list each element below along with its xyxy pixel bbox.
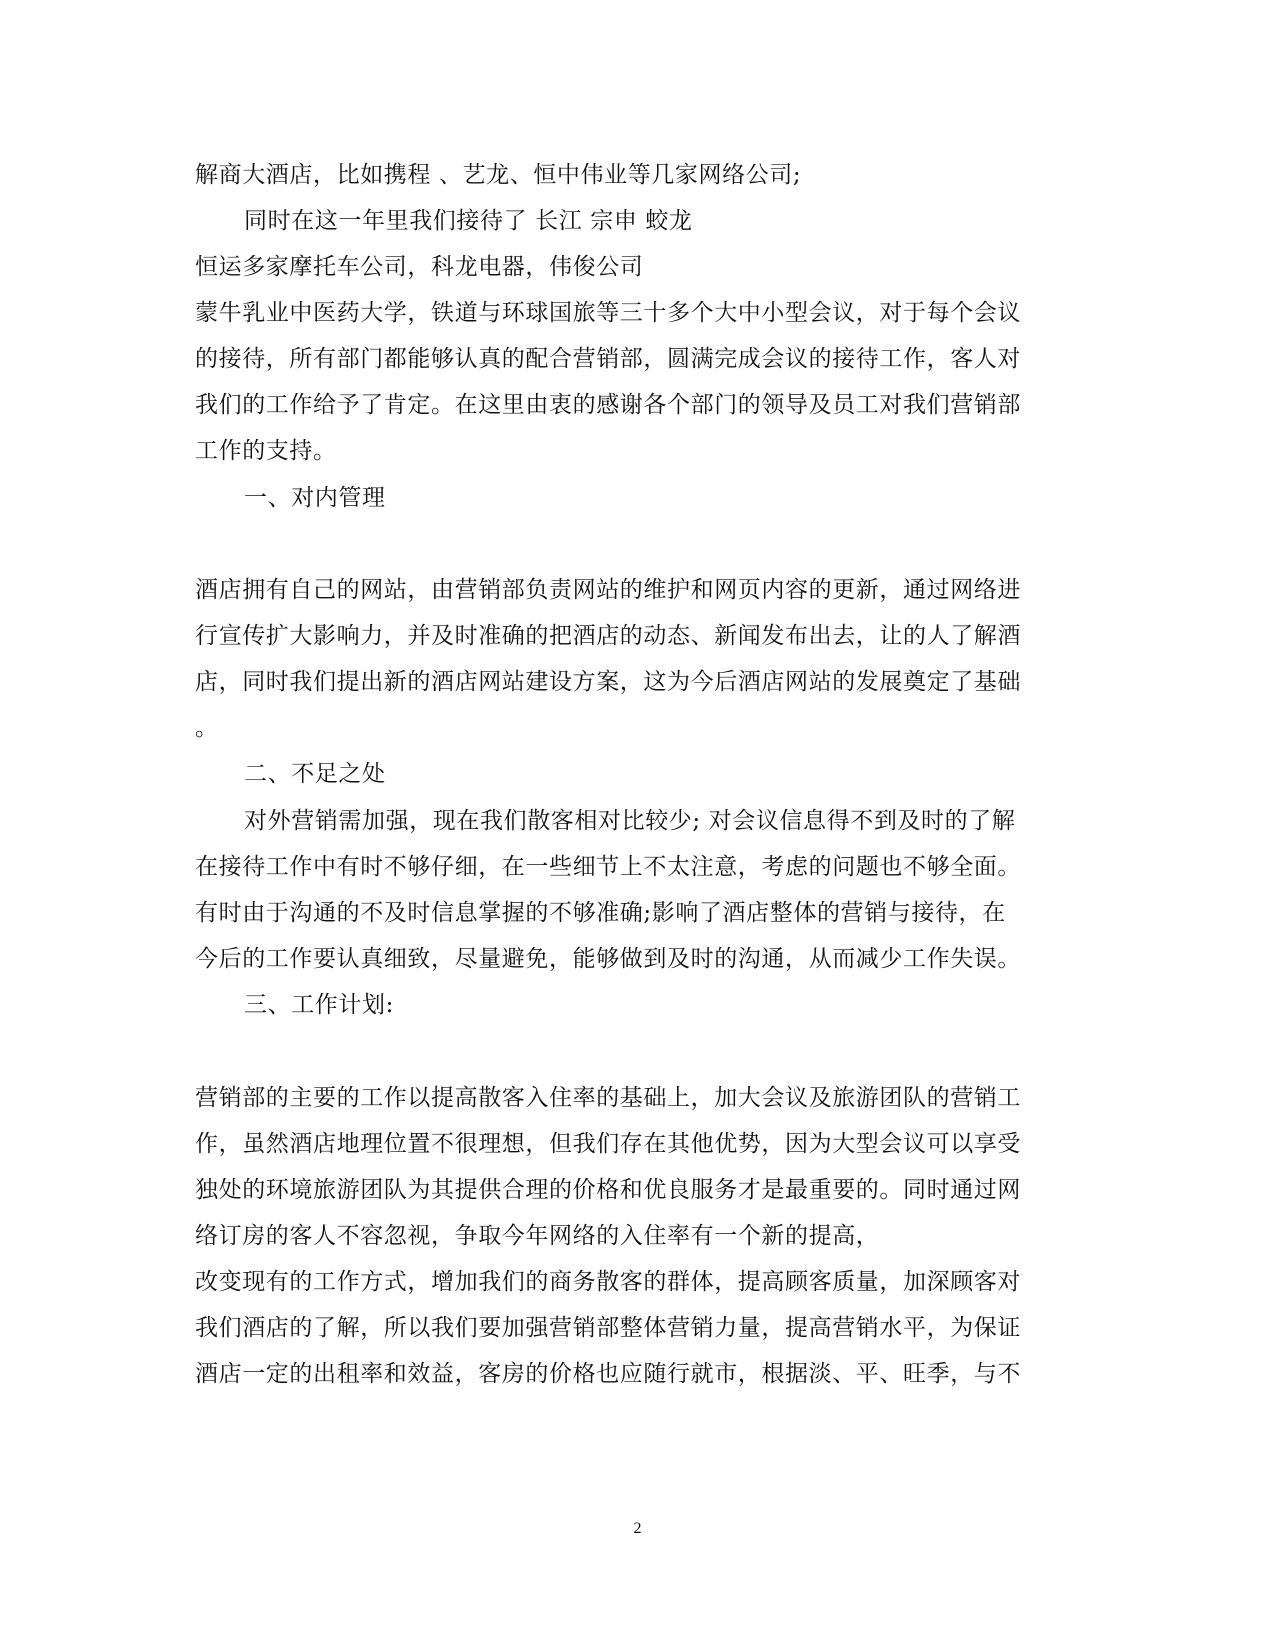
text-line: 工作的支持。: [195, 438, 337, 464]
text-line: 店，同时我们提出新的酒店网站建设方案，这为今后酒店网站的发展奠定了基础: [195, 669, 1021, 695]
text-line: 对外营销需加强，现在我们散客相对比较少; 对会议信息得不到及时的了解: [244, 808, 1016, 834]
text-line: 营销部的主要的工作以提高散客入住率的基础上，加大会议及旅游团队的营销工: [195, 1085, 1021, 1111]
section-heading: 一、对内管理: [244, 485, 386, 511]
text-line: 络订房的客人不容忽视，争取今年网络的入住率有一个新的提高，: [195, 1223, 880, 1249]
text-line: 有时由于沟通的不及时信息掌握的不够准确;影响了酒店整体的营销与接待，在: [195, 900, 1006, 926]
text-line: 我们酒店的了解，所以我们要加强营销部整体营销力量，提高营销水平，为保证: [195, 1315, 1021, 1341]
text-line: 今后的工作要认真细致，尽量避免，能够做到及时的沟通，从而减少工作失误。: [195, 946, 1021, 972]
text-line: 作，虽然酒店地理位置不很理想，但我们存在其他优势，因为大型会议可以享受: [195, 1131, 1021, 1157]
text-line: 在接待工作中有时不够仔细，在一些细节上不太注意，考虑的问题也不够全面。: [195, 854, 1021, 880]
text-line: 。: [195, 715, 219, 741]
text-line: 酒店拥有自己的网站，由营销部负责网站的维护和网页内容的更新，通过网络进: [195, 577, 1021, 603]
text-line: 酒店一定的出租率和效益，客房的价格也应随行就市，根据淡、平、旺季，与不: [195, 1361, 1021, 1387]
section-heading: 二、不足之处: [244, 761, 386, 787]
page-number: 2: [633, 1520, 642, 1537]
text-line: 改变现有的工作方式，增加我们的商务散客的群体，提高顾客质量，加深顾客对: [195, 1269, 1021, 1295]
text-line: 独处的环境旅游团队为其提供合理的价格和优良服务才是最重要的。同时通过网: [195, 1177, 1021, 1203]
section-heading: 三、工作计划:: [244, 992, 394, 1018]
text-line: 蒙牛乳业中医药大学，铁道与环球国旅等三十多个大中小型会议，对于每个会议: [195, 300, 1021, 326]
text-line: 的接待，所有部门都能够认真的配合营销部，圆满完成会议的接待工作，客人对: [195, 346, 1021, 372]
text-line: 我们的工作给予了肯定。在这里由衷的感谢各个部门的领导及员工对我们营销部: [195, 392, 1021, 418]
text-line: 行宣传扩大影响力，并及时准确的把酒店的动态、新闻发布出去，让的人了解酒: [195, 623, 1021, 649]
text-line: 同时在这一年里我们接待了 长江 宗申 蛟龙: [244, 208, 693, 234]
text-line: 解商大酒店，比如携程 、艺龙、恒中伟业等几家网络公司;: [195, 162, 802, 188]
text-line: 恒运多家摩托车公司，科龙电器，伟俊公司: [195, 254, 644, 280]
